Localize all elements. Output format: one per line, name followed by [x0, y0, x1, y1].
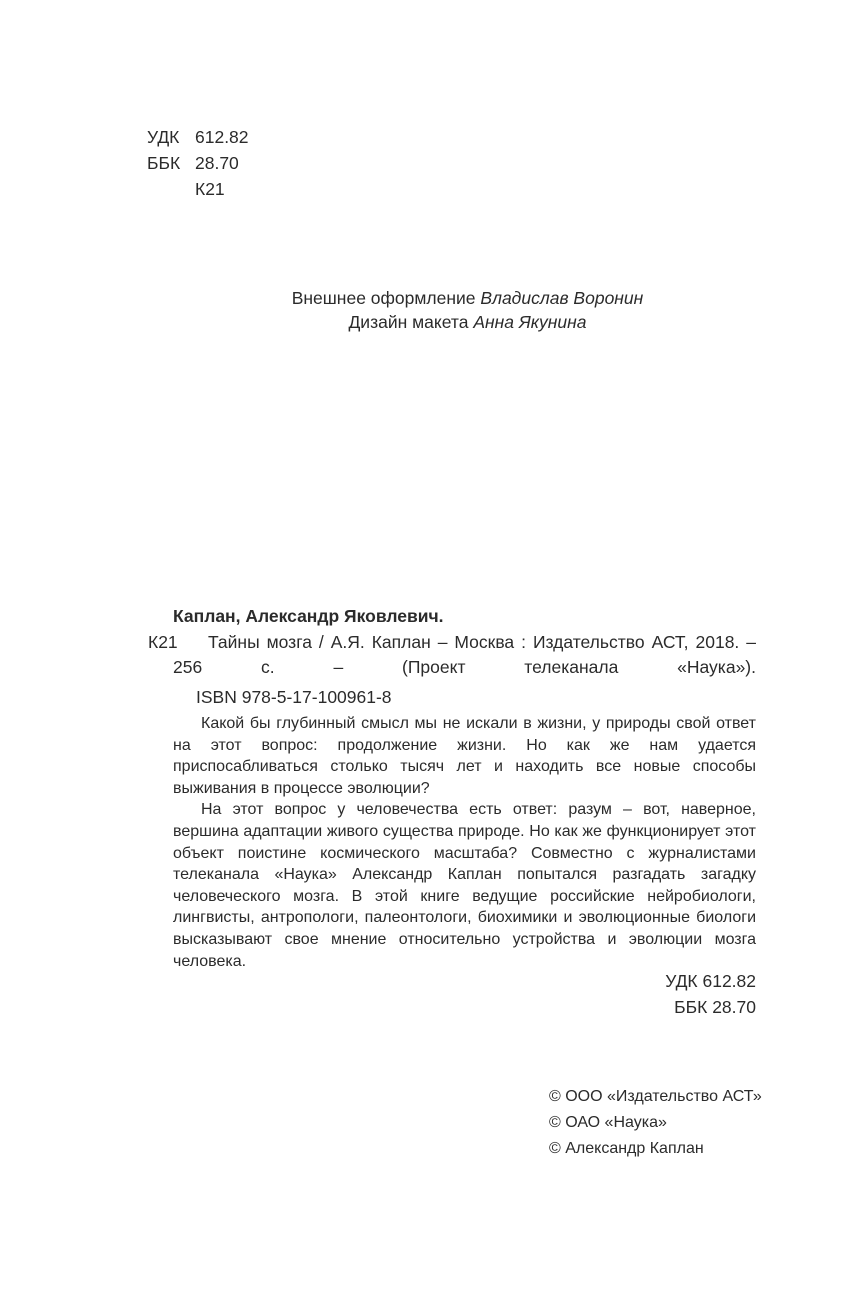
copyright-line: © ОАО «Наука» — [549, 1114, 667, 1131]
publication-description: Тайны мозга / А.Я. Каплан – Москва : Издательство АСТ, 2018. – 256 с. – (Проект телеканала «Наука»). — [173, 632, 756, 677]
cutter-code: К21 — [148, 632, 178, 652]
annotation-text — [173, 713, 756, 972]
cover-design-label: Внешнее оформление — [291, 288, 481, 308]
isbn: ISBN 978-5-17-100961-8 — [196, 687, 392, 707]
bbk-row — [147, 150, 249, 176]
udk-label: УДК — [147, 127, 180, 147]
copyright-line: © Александр Каплан — [549, 1140, 704, 1157]
layout-design-label: Дизайн макета — [348, 312, 474, 332]
footer-classification-block — [665, 968, 756, 1020]
cover-designer-name: Владислав Воронин — [480, 288, 644, 308]
bbk-label: ББК — [147, 153, 181, 173]
annotation-paragraph: Какой бы глубинный смысл мы не искали в жизни, у природы свой ответ на этот вопрос: продолжение жизни. Но как же нам удается приспосабливаться столько тысяч лет и находить все новые способы выживания в процессе эволюции? — [173, 715, 756, 797]
bbk-value: 28.70 — [195, 153, 239, 173]
header-classification-block — [147, 124, 249, 202]
udk-value: 612.82 — [195, 127, 249, 147]
layout-design-credit — [90, 310, 845, 334]
annotation-paragraph: На этот вопрос у человечества есть ответ: разум – вот, наверное, вершина адаптации живого существа природе. Но как же функционирует этот объект поистине космического масштаба? Совместно с журналистами телеканала «Наука» Александр Каплан попытался разгадать загадку человеческого мозга. В этой книге ведущие российские нейробиологи, лингвисты, антропологи, палеонтологи, биохимики и эволюционные биологи высказывают свое мнение относительно устройства и эволюции мозга человека. — [173, 801, 756, 970]
layout-designer-name: Анна Якунина — [473, 312, 587, 332]
udk-row — [147, 124, 249, 150]
copyright-line: © ООО «Издательство АСТ» — [549, 1088, 762, 1105]
author-name: Каплан, Александр Яковлевич. — [173, 606, 444, 626]
footer-bbk: ББК 28.70 — [674, 997, 756, 1017]
cutter-row — [147, 176, 249, 202]
cutter-value: К21 — [195, 179, 225, 199]
credits-block — [0, 286, 845, 334]
footer-udk: УДК 612.82 — [665, 971, 756, 991]
cover-design-credit — [90, 286, 845, 310]
copyright-block — [549, 1084, 762, 1162]
